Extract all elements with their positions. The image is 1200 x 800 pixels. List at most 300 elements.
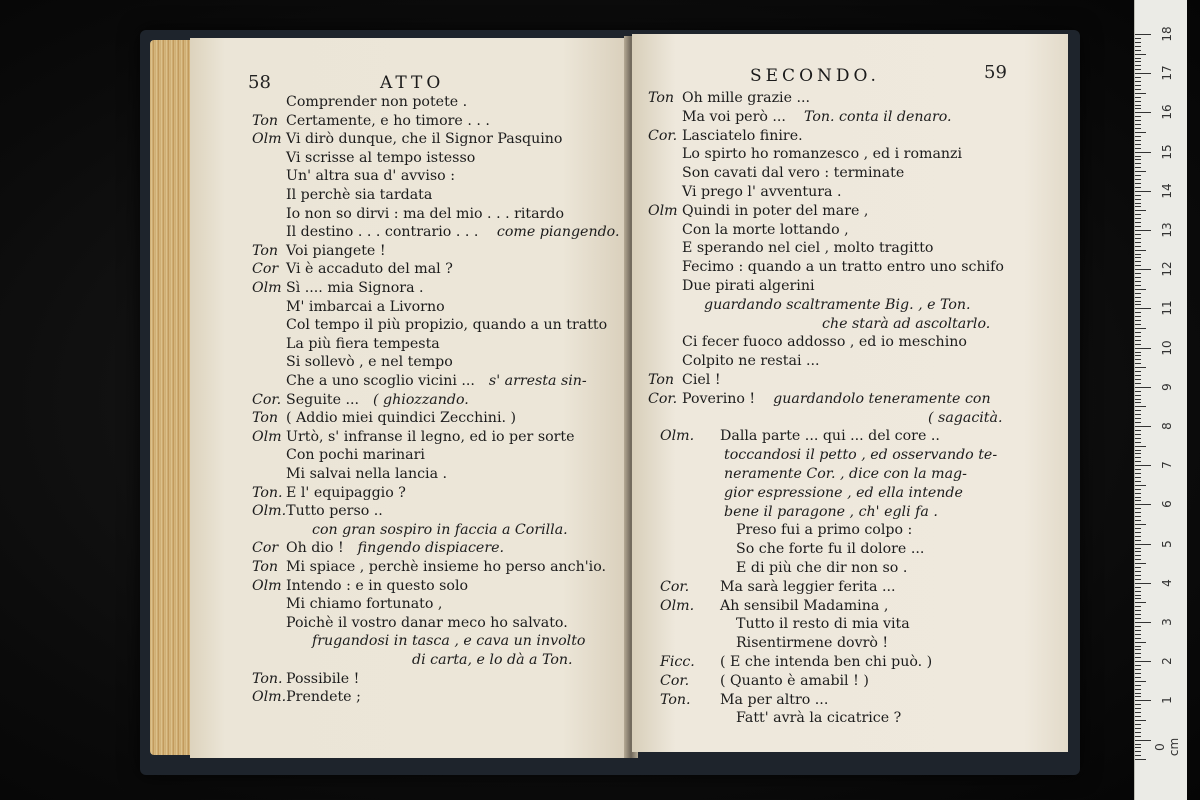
text-line (286, 168, 455, 185)
verse-text: Mi spiace , perchè insieme ho perso anch'io. (286, 559, 607, 575)
verse-text: Vi prego l' avventura . (682, 184, 842, 200)
ruler-tick (1135, 97, 1141, 98)
ruler-tick (1135, 548, 1141, 549)
verse-text: Vi dirò dunque, che il Signor Pasquino (286, 131, 563, 148)
verse-text: Lo spirto ho romanzesco , ed i romanzi (682, 146, 963, 163)
verse-text: Un' altra sua d' avviso : (286, 168, 455, 185)
stage-direction: toccandosi il petto , ed osservando te- (724, 447, 998, 464)
verse-text: Io non so dirvi : ma del mio . . . ritardo (286, 205, 565, 222)
ruler-tick (1135, 152, 1151, 153)
verse-text: M' imbarcai a Livorno (286, 298, 445, 315)
text-line (252, 559, 606, 576)
ruler-tick (1135, 677, 1141, 678)
ruler-tick (1135, 493, 1141, 494)
ruler-tick (1135, 657, 1141, 658)
verse-text: Ma sarà leggier ferita ... (720, 578, 896, 595)
text-line (252, 392, 469, 409)
verse-text: Vi scrisse al tempo istesso (286, 149, 476, 166)
speaker-label: Ton (252, 559, 279, 575)
speaker-label: Cor. (660, 578, 690, 595)
verse-text: Col tempo il più propizio, quando a un tratto (286, 317, 608, 334)
verse-text: Son cavati dal vero : terminate (682, 165, 905, 182)
text-line (736, 710, 901, 727)
text-line (682, 222, 849, 239)
ruler-tick (1135, 316, 1141, 317)
speaker-label: Ton. (252, 670, 283, 687)
ruler-tick (1135, 665, 1141, 666)
text-line (252, 671, 359, 688)
ruler-tick (1135, 418, 1141, 419)
ruler-tick (1135, 626, 1141, 627)
text-line (682, 165, 904, 182)
verse-text: Prendete ; (286, 689, 361, 706)
ruler-tick (1135, 544, 1151, 545)
ruler-tick (1135, 516, 1141, 517)
ruler-tick (1135, 653, 1141, 654)
ruler-tick (1135, 587, 1141, 588)
text-line (252, 113, 490, 130)
speaker-label: Olm. (252, 689, 287, 706)
ruler-tick (1135, 555, 1141, 556)
verse-text: So che forte fu il dolore ... (736, 541, 925, 558)
text-line (648, 90, 810, 107)
ruler-tick (1135, 712, 1141, 713)
text-line (648, 391, 991, 408)
ruler-tick (1135, 348, 1151, 349)
running-head-left: ATTO (380, 73, 445, 93)
verse-text: Il perchè sia tardata (286, 187, 433, 203)
ruler-tick (1135, 34, 1151, 35)
verse-text: Con pochi marinari (286, 447, 425, 464)
verse-text: Dalla parte ... qui ... del core .. (720, 428, 940, 445)
speaker-label: Olm (252, 131, 282, 148)
right-page (632, 34, 1068, 752)
ruler-tick (1135, 395, 1141, 396)
verse-text: ( E che intenda ben chi può. ) (720, 654, 933, 670)
ruler-tick (1135, 524, 1146, 525)
text-line (252, 261, 453, 278)
ruler-tick (1135, 579, 1141, 580)
text-line (252, 410, 516, 427)
verse-text: ( Quanto è amabil ! ) (720, 672, 869, 689)
verse-text: La più fiera tempesta (286, 335, 440, 352)
text-line (660, 673, 869, 690)
stage-direction: bene il paragone , ch' egli fa . (724, 503, 938, 520)
ruler-tick (1135, 720, 1146, 721)
ruler-tick (1135, 598, 1141, 599)
ruler-tick (1135, 191, 1151, 192)
text-line (286, 187, 432, 204)
ruler-tick (1135, 58, 1141, 59)
ruler-tick (1135, 646, 1141, 647)
ruler-tick (1135, 105, 1141, 106)
text-line (682, 184, 842, 201)
ruler-tick (1135, 751, 1141, 752)
ruler-tick (1135, 575, 1141, 576)
speaker-label: Olm (252, 428, 282, 445)
ruler-tick (1135, 226, 1141, 227)
text-line (286, 206, 564, 223)
ruler-tick (1135, 156, 1141, 157)
ruler-number: 13 (1160, 222, 1174, 238)
text-line (648, 203, 868, 220)
ruler-tick (1135, 614, 1141, 615)
text-line (252, 540, 504, 557)
ruler-tick (1135, 206, 1141, 207)
verse-text: Ma per altro ... (720, 691, 829, 708)
ruler-tick (1135, 500, 1141, 501)
ruler-tick (1135, 304, 1141, 305)
verse-text: Intendo : e in questo solo (286, 577, 469, 594)
ruler-tick (1135, 567, 1141, 568)
ruler-tick (1135, 465, 1151, 466)
page-number-left: 58 (248, 72, 271, 93)
text-line (648, 372, 721, 389)
ruler-tick (1135, 355, 1141, 356)
text-line (682, 240, 933, 257)
text-line (736, 560, 907, 577)
ruler-tick (1135, 642, 1146, 643)
text-line (252, 243, 386, 260)
text-line (286, 94, 467, 111)
ruler-tick (1135, 254, 1141, 255)
ruler-tick (1135, 242, 1141, 243)
ruler-tick (1135, 281, 1141, 282)
ruler-tick (1135, 359, 1141, 360)
ruler-tick (1135, 222, 1141, 223)
verse-text: Mi salvai nella lancia . (286, 466, 448, 482)
ruler-tick (1135, 732, 1141, 733)
ruler-number: 12 (1160, 261, 1174, 277)
ruler-tick (1135, 69, 1141, 70)
verse-text: Il destino . . . contrario . . . (286, 224, 483, 241)
ruler-tick (1135, 230, 1151, 231)
ruler-tick (1135, 340, 1141, 341)
ruler-tick (1135, 73, 1151, 74)
ruler-tick (1135, 422, 1141, 423)
ruler-tick (1135, 591, 1141, 592)
ruler-tick (1135, 649, 1141, 650)
text-line (682, 278, 815, 295)
stage-direction: guardando scaltramente Big. , e Ton. (704, 296, 971, 313)
ruler-tick (1135, 367, 1146, 368)
ruler-tick (1135, 234, 1141, 235)
speaker-label: Olm. (660, 597, 695, 614)
ruler-tick (1135, 218, 1141, 219)
ruler-tick (1135, 210, 1146, 211)
ruler-tick (1135, 704, 1141, 705)
ruler-tick (1135, 238, 1141, 239)
text-line (252, 689, 361, 706)
text-line (252, 429, 575, 446)
ruler-tick (1135, 504, 1151, 505)
verse-text: Possibile ! (286, 670, 360, 687)
ruler-tick (1135, 430, 1141, 431)
speaker-label: Ton (648, 372, 675, 388)
ruler-tick (1135, 116, 1141, 117)
verse-text: Poichè il vostro danar meco ho salvato. (286, 614, 568, 631)
ruler-tick (1135, 434, 1141, 435)
stage-direction: ( ghiozzando. (373, 391, 469, 408)
verse-text: Ci fecer fuoco addosso , ed io meschino (682, 334, 967, 351)
ruler-tick (1135, 610, 1141, 611)
ruler-tick (1135, 285, 1141, 286)
text-line (286, 466, 447, 483)
ruler-tick (1135, 132, 1146, 133)
ruler-tick (1135, 38, 1141, 39)
ruler-number: 2 (1160, 657, 1174, 666)
ruler-tick (1135, 383, 1141, 384)
ruler-tick (1135, 269, 1151, 270)
text-line (736, 635, 888, 652)
ruler-tick (1135, 46, 1141, 47)
text-line (736, 616, 910, 633)
stage-direction: frugandosi in tasca , e cava un involto (312, 633, 586, 650)
ruler-tick (1135, 532, 1141, 533)
ruler-number: 11 (1160, 300, 1174, 317)
text-line (736, 522, 912, 539)
stage-direction: che starà ad ascoltarlo. (822, 315, 991, 332)
ruler-tick (1135, 273, 1141, 274)
ruler-tick (1135, 277, 1141, 278)
ruler-number: 14 (1160, 183, 1174, 199)
speaker-label: Ton (252, 112, 279, 129)
verse-text: E l' equipaggio ? (286, 484, 406, 501)
text-line (286, 336, 440, 353)
speaker-label: Olm. (660, 428, 695, 445)
verse-text: Comprender non potete . (286, 94, 468, 110)
ruler-tick (1135, 689, 1141, 690)
ruler-tick (1135, 606, 1141, 607)
ruler-tick (1135, 352, 1141, 353)
ruler-tick (1135, 93, 1146, 94)
speaker-label: Olm (252, 280, 282, 296)
ruler-tick (1135, 747, 1141, 748)
ruler-tick (1135, 203, 1141, 204)
text-line (682, 334, 967, 351)
speaker-label: Cor. (660, 672, 690, 689)
ruler-tick (1135, 257, 1141, 258)
ruler-number: 16 (1160, 104, 1174, 121)
text-line (286, 354, 453, 371)
ruler-tick (1135, 489, 1141, 490)
ruler-tick (1135, 297, 1141, 298)
text-line (660, 579, 895, 596)
stage-direction: ( sagacità. (928, 409, 1003, 426)
ruler-tick (1135, 214, 1141, 215)
ruler-tick (1135, 250, 1146, 251)
ruler-number: 18 (1160, 26, 1174, 42)
left-page (190, 38, 628, 758)
ruler-tick (1135, 128, 1141, 129)
speaker-label: Olm (648, 202, 678, 219)
speaker-label: Ficc. (660, 654, 695, 670)
verse-text: E sperando nel ciel , molto tragitto (682, 240, 934, 257)
ruler-tick (1135, 461, 1141, 462)
stage-direction: s' arresta sin- (488, 373, 587, 389)
ruler-tick (1135, 112, 1151, 113)
text-line (286, 447, 425, 464)
ruler-tick (1135, 144, 1141, 145)
ruler-tick (1135, 77, 1141, 78)
text-line (286, 224, 619, 241)
ruler-tick (1135, 520, 1141, 521)
ruler-tick (1135, 602, 1146, 603)
ruler-tick (1135, 450, 1141, 451)
ruler-tick (1135, 140, 1141, 141)
stage-direction: fingendo dispiacere. (357, 540, 505, 557)
text-line (704, 297, 971, 314)
ruler-tick (1135, 167, 1141, 168)
ruler-tick (1135, 453, 1141, 454)
verse-text: Con la morte lottando , (682, 221, 849, 238)
ruler-tick (1135, 124, 1141, 125)
ruler-tick (1135, 700, 1151, 701)
verse-text: Tutto il resto di mia vita (736, 616, 910, 633)
text-line (724, 485, 963, 502)
ruler-tick (1135, 473, 1141, 474)
text-line (660, 598, 888, 615)
ruler-tick (1135, 618, 1141, 619)
ruler-tick (1135, 563, 1146, 564)
ruler-tick (1135, 261, 1141, 262)
speaker-label: Cor. (648, 127, 678, 144)
verse-text: Mi chiamo fortunato , (286, 596, 443, 613)
speaker-label: Cor. (648, 390, 678, 407)
ruler-tick (1135, 497, 1141, 498)
ruler-tick (1135, 183, 1141, 184)
text-line (724, 466, 967, 483)
ruler-tick (1135, 528, 1141, 529)
verse-text: Urtò, s' infranse il legno, ed io per sorte (286, 428, 575, 445)
text-line (312, 522, 568, 539)
verse-text: Certamente, e ho timore . . . (286, 112, 490, 129)
ruler-tick (1135, 446, 1146, 447)
ruler-tick (1135, 661, 1151, 662)
verse-text: Voi piangete ! (286, 242, 386, 259)
ruler-tick (1135, 693, 1141, 694)
speaker-label: Cor (252, 540, 279, 557)
ruler-tick (1135, 159, 1141, 160)
verse-text: Preso fui a primo colpo : (736, 522, 913, 539)
verse-text: Ah sensibil Madamina , (720, 597, 889, 614)
ruler-tick (1135, 371, 1141, 372)
ruler-tick (1135, 634, 1141, 635)
verse-text: Quindi in poter del mare , (682, 202, 869, 219)
ruler-tick (1135, 195, 1141, 196)
ruler-tick (1135, 387, 1151, 388)
speaker-label: Cor. (252, 391, 282, 408)
text-line (286, 373, 587, 390)
ruler-tick (1135, 136, 1141, 137)
ruler-tick (1135, 42, 1141, 43)
text-line (252, 280, 424, 297)
ruler-tick (1135, 551, 1141, 552)
ruler-tick (1135, 336, 1141, 337)
text-line (412, 652, 573, 669)
ruler-number: 8 (1160, 422, 1174, 430)
ruler-tick (1135, 120, 1141, 121)
ruler-number: 5 (1160, 539, 1174, 548)
ruler-tick (1135, 681, 1146, 682)
stage-direction: gior espressione , ed ella intende (724, 484, 963, 501)
verse-text: Fecimo : quando a un tratto entro uno schifo (682, 259, 1004, 276)
ruler-tick (1135, 685, 1141, 686)
ruler-number: 4 (1160, 578, 1174, 587)
text-line (928, 410, 1002, 427)
text-line (286, 596, 442, 613)
ruler-tick (1135, 442, 1141, 443)
verse-text: Fatt' avrà la cicatrice ? (736, 710, 902, 727)
ruler-tick (1135, 332, 1141, 333)
ruler-tick (1135, 179, 1141, 180)
ruler-tick (1135, 708, 1141, 709)
ruler-tick (1135, 171, 1146, 172)
ruler-number: 7 (1160, 461, 1174, 470)
ruler-tick (1135, 744, 1141, 745)
verse-text: Lasciatelo finire. (682, 127, 803, 144)
ruler-number: 9 (1160, 382, 1174, 391)
ruler-tick (1135, 391, 1141, 392)
verse-text: Oh mille grazie ... (682, 90, 811, 106)
speaker-label: Ton (252, 410, 279, 427)
ruler-tick (1135, 54, 1146, 55)
running-head-right: SECONDO. (750, 66, 880, 86)
ruler-tick (1135, 696, 1141, 697)
ruler-tick (1135, 559, 1141, 560)
stage-direction: Ton. conta il denaro. (803, 108, 952, 125)
ruler-tick (1135, 622, 1151, 623)
text-line (252, 503, 383, 520)
text-line (648, 128, 803, 145)
ruler-tick (1135, 469, 1141, 470)
ruler-tick (1135, 426, 1151, 427)
ruler-tick (1135, 595, 1141, 596)
stage-direction: di carta, e lo dà a Ton. (412, 652, 573, 668)
verse-text: E di più che dir non so . (736, 560, 908, 576)
text-line (682, 109, 952, 126)
speaker-label: Ton (252, 242, 279, 259)
ruler-tick (1135, 571, 1141, 572)
text-line (252, 131, 562, 148)
ruler-tick (1135, 728, 1141, 729)
ruler-tick (1135, 540, 1141, 541)
ruler-tick (1135, 375, 1141, 376)
verse-text: Sì .... mia Signora . (286, 280, 424, 296)
ruler-tick (1135, 85, 1141, 86)
ruler-tick (1135, 199, 1141, 200)
text-line (252, 485, 406, 502)
verse-text: Due pirati algerini (682, 278, 815, 294)
text-line (660, 654, 932, 671)
ruler-tick (1135, 457, 1141, 458)
verse-text: Colpito ne restai ... (682, 353, 820, 370)
ruler-tick (1135, 363, 1141, 364)
ruler-tick (1135, 536, 1141, 537)
ruler-tick (1135, 246, 1141, 247)
verse-text: Risentirmene dovrò ! (736, 635, 889, 652)
ruler-tick (1135, 410, 1141, 411)
ruler-tick (1135, 344, 1141, 345)
ruler-tick (1135, 320, 1141, 321)
verse-text: Che a uno scoglio vicini ... (286, 373, 475, 389)
speaker-label: Ton. (660, 691, 691, 708)
text-line (286, 317, 607, 334)
ruler-tick (1135, 508, 1141, 509)
ruler-tick (1135, 289, 1146, 290)
verse-text: Poverino ! (682, 390, 756, 407)
ruler-tick (1135, 414, 1141, 415)
